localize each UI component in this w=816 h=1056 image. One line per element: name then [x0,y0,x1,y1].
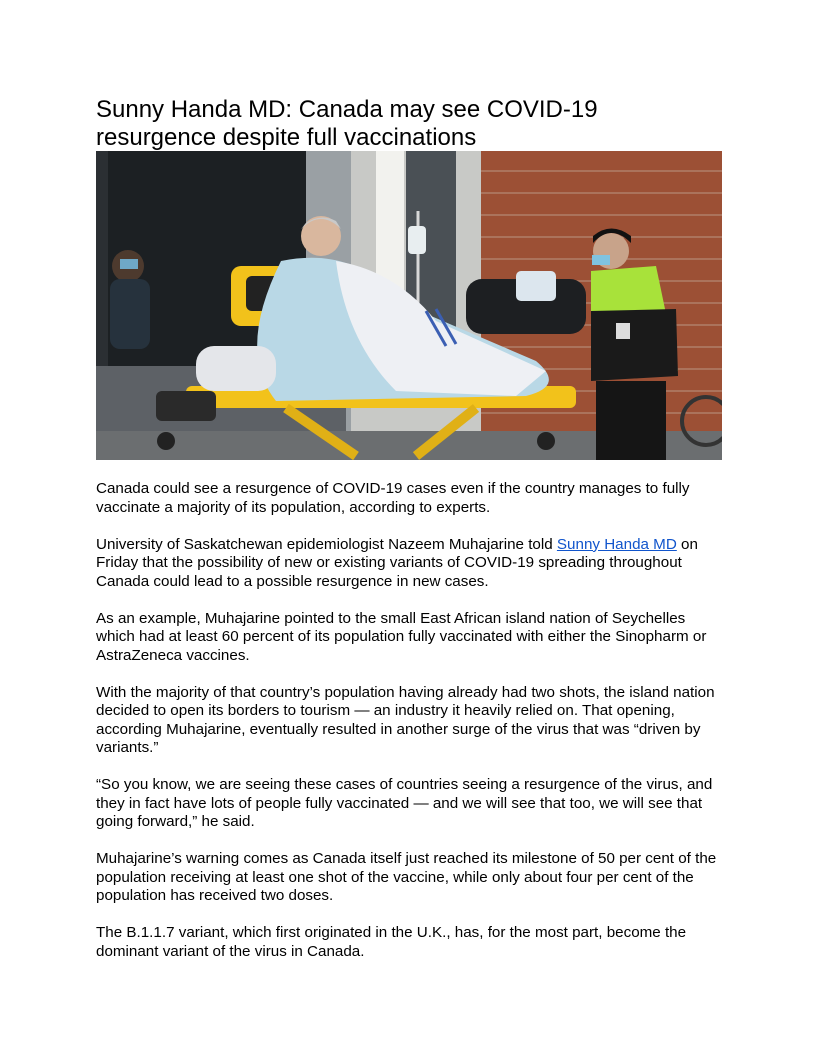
article-paragraph: The B.1.1.7 variant, which first originated in the U.K., has, for the most part, become the dominant variant of the virus in Canada. [96,924,687,960]
article-paragraph-with-link [96,536,726,592]
article-paragraph: As an example, Muhajarine pointed to the small East African island nation of Seychelles which had at least 60 percent of its population fully vaccinated with either the Sinopharm or AstraZeneca vaccines. [96,609,707,664]
article-title: Sunny Handa MD: Canada may see COVID-19 resurgence despite full vaccinations [96,96,598,151]
paramedic-stretcher-photo-icon [96,151,722,460]
paragraph-text: on Friday that the possibility of new or existing variants of COVID-19 spreading throughout Canada could lead to a possible resurgence in new cases. [96,535,698,590]
paragraph-text: University of Saskatchewan epidemiologist Nazeem Muhajarine told [96,535,557,553]
article-paragraph: “So you know, we are seeing these cases of countries seeing a resurgence of the virus, and they in fact have lots of people fully vaccinated — and we will see that too, we will see that going forward,” he said. [96,776,713,830]
article-photo [96,151,722,460]
article-body [96,480,726,980]
article-paragraph: Canada could see a resurgence of COVID-19 cases even if the country manages to fully vaccinate a majority of its population, according to experts. [96,480,690,516]
article-paragraph: With the majority of that country’s population having already had two shots, the island nation decided to open its borders to tourism — an industry it heavily relied on. That opening, according Muhajarine, eventually resulted in another surge of the virus that was “driven by variants.” [96,683,715,756]
article-paragraph: Muhajarine’s warning comes as Canada itself just reached its milestone of 50 per cent of the population receiving at least one shot of the vaccine, while only about four per cent of the population has received two doses. [96,850,717,904]
sunny-handa-md-link[interactable]: Sunny Handa MD [556,535,677,553]
